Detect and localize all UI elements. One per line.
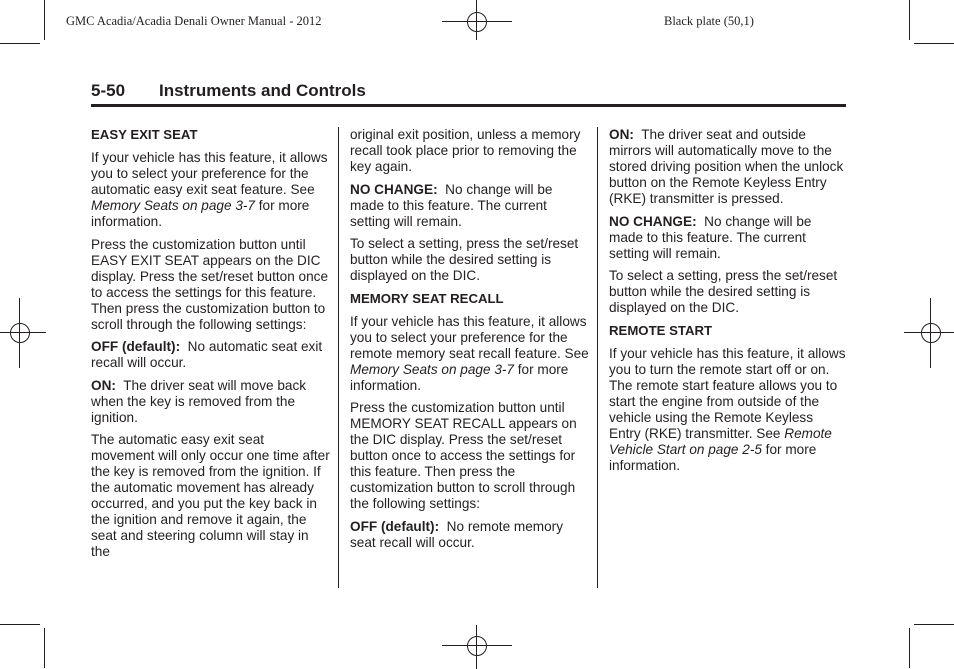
cross-reference-link[interactable]: Remote Vehicle Start on page 2-5 [609, 425, 832, 457]
paragraph: To select a setting, press the set/reset button while the desired setting is displayed on the DIC. [350, 236, 579, 283]
paragraph [350, 182, 590, 230]
column-divider [597, 127, 598, 588]
option-label: ON: [91, 377, 116, 393]
crop-mark-bottom-left-h [0, 624, 40, 625]
paragraph [609, 346, 847, 474]
registration-mark-left [7, 320, 33, 346]
paragraph: original exit position, unless a memory recall took place prior to removing the key again. [350, 127, 581, 174]
option-label: OFF (default): [91, 339, 181, 354]
paragraph: The automatic easy exit seat movement will only occur one time after the key is removed from the ignition. If the automatic movement has already occurred, and you put the key back in the ignition and remove it again, the seat and steering column will stay in the [91, 432, 330, 559]
text: If your vehicle has this feature, it allows you to select your preference for the automatic easy exit seat feature. See [91, 150, 328, 197]
heading-memory-seat-recall: MEMORY SEAT RECALL [350, 290, 504, 306]
option-label: OFF (default): [350, 518, 440, 534]
text-column-2 [350, 127, 590, 557]
crop-mark-top-right-v [909, 0, 910, 40]
option-text: No change will be made to this feature. The current setting will remain. [609, 213, 816, 261]
text-column-3 [609, 127, 847, 480]
paragraph [609, 127, 847, 207]
manual-title-slug: GMC Acadia/Acadia Denali Owner Manual - 2012 [66, 14, 322, 28]
crop-mark-top-right-h [914, 43, 954, 44]
column-divider [338, 127, 339, 588]
running-header [91, 80, 846, 107]
crop-mark-top-left-v [44, 0, 45, 40]
option-text: The driver seat will move back when the key is removed from the ignition. [91, 377, 310, 425]
paragraph: Press the customization button until EASY EXIT SEAT appears on the DIC display. Press the set/reset button once to access the settings for this feature. Then press the customization button to scroll through the following settings: [91, 236, 329, 332]
cross-reference-link[interactable]: Memory Seats on page 3-7 [91, 198, 255, 213]
registration-mark-bottom [464, 633, 490, 659]
option-text: The driver seat and outside mirrors will automatically move to the stored driving position when the unlock button on the Remote Keyless Entry (RKE) transmitter is pressed. [609, 127, 848, 206]
crop-mark-bottom-right-v [909, 628, 910, 668]
option-label: NO CHANGE: [609, 213, 697, 229]
crop-mark-top-left-h [0, 43, 40, 44]
registration-mark-top [464, 9, 490, 35]
text: If your vehicle has this feature, it allows you to select your preference for the remote memory seat recall feature. See [350, 313, 589, 361]
text: If your vehicle has this feature, it allows you to turn the remote start off or on. The remote start feature allows you to start the engine from outside of the vehicle using the Remote Keyless Entry (RKE) transmitter. See [609, 345, 846, 441]
cross-reference-link[interactable]: Memory Seats on page 3-7 [350, 361, 514, 377]
paragraph [609, 214, 847, 262]
crop-mark-bottom-right-h [914, 624, 954, 625]
paragraph [91, 150, 331, 230]
crop-mark-bottom-left-v [44, 628, 45, 668]
paragraph: Press the customization button until MEMORY SEAT RECALL appears on the DIC display. Press the set/reset button once to access the settings for this feature. Then press the customization button to scroll through the following settings: [350, 400, 577, 511]
text-column-1 [91, 127, 331, 567]
heading-easy-exit-seat: EASY EXIT SEAT [91, 127, 198, 142]
option-text: No automatic seat exit recall will occur. [91, 339, 326, 370]
paragraph [350, 519, 590, 551]
text: for more information. [91, 198, 310, 229]
option-label: ON: [609, 127, 634, 142]
paragraph: To select a setting, press the set/reset button while the desired setting is displayed on the DIC. [609, 268, 838, 315]
paragraph [91, 339, 331, 371]
heading-remote-start: REMOTE START [609, 322, 713, 338]
text: for more information. [350, 361, 569, 393]
option-text: No remote memory seat recall will occur. [350, 518, 567, 550]
option-label: NO CHANGE: [350, 181, 438, 197]
page-number: 5-50 [91, 81, 126, 100]
plate-slug: Black plate (50,1) [664, 14, 754, 28]
registration-mark-right [918, 320, 944, 346]
option-text: No change will be made to this feature. The current setting will remain. [350, 181, 557, 229]
paragraph [350, 314, 590, 394]
paragraph [91, 378, 331, 426]
section-title: Instruments and Controls [159, 81, 366, 100]
text: for more information. [609, 441, 817, 473]
